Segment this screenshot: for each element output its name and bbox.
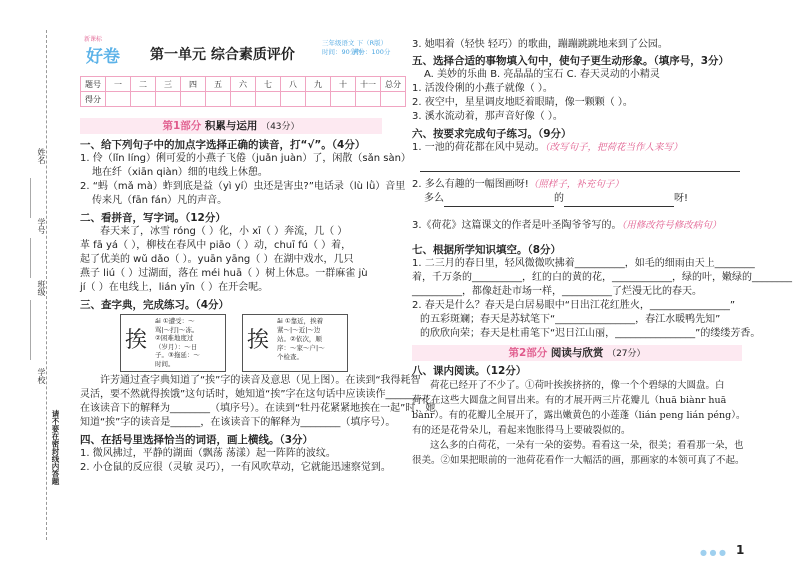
school-label: 学校 (37, 368, 46, 384)
score-row-numbers: 题号 一 二 三 四 五 六 七 八 九 十 十一 总分 (81, 77, 406, 92)
q7-line2: 着，千万条的__________，红的白的黄的花，____________，绿的叶，嫩绿的________ (412, 272, 792, 283)
q6-line2: 2. 多么有趣的一幅图画呀!（照样子，补充句子） (412, 179, 624, 190)
q6-line3: 多么 的 呀! (412, 192, 752, 207)
dict-char-2: 挨 (247, 328, 270, 353)
seal-note: 请不要在密封线内答题 (51, 410, 60, 485)
q2-line1: 春天来了，冰雪 róng（ ）化，小 xī（ ）奔流，几（ ） (100, 226, 348, 237)
part1-banner: 第1部分 积累与运用 （43分） (80, 118, 382, 134)
q7-line5: 的五彩斑斓；春天是苏轼笔下“________________，春江水暖鸭先知” (420, 314, 721, 325)
q1-line1: 1. 伶（lǐn líng）俐可爱的小燕子飞倦（juǎn juàn）了，闲散（sǎn sàn） (80, 153, 411, 164)
dict-box-ai1: 挨 āi ①靠近，挨着 紧～|～近|～边 站。②依次，顺 序：～家～户|～ 个检查。 (242, 314, 348, 372)
q5-line2: 2. 夜空中，星星调皮地眨着眼睛，像一颗颗（ ）。 (412, 97, 633, 108)
passage-line3: bànr）。有的花瓣儿全展开了，露出嫩黄色的小莲蓬（lián peng lián péng）。 (412, 410, 746, 421)
q2-heading: 二、看拼音，写字词。（12分） (80, 212, 226, 224)
q3-line4: 知道“挨”字的读音是______，在该读音下的解释为________（填序号）。 (80, 417, 396, 428)
logo-text: 好卷 (86, 47, 120, 67)
q3-line1: 许芳通过查字典知道了“挨”字的读音及意思（见上图）。在读到“我得耗智 (100, 375, 421, 386)
q6-heading: 六、按要求完成句子练习。（9分） (412, 128, 572, 140)
class-label: 班级 (37, 280, 46, 296)
passage-line2: 荷花在这些大圆盘之间冒出来。有的才展开两三片花瓣儿（huā biànr huā (412, 395, 727, 406)
q7-line3: __________，都像赶赴市场一样，__________了烂漫无比的春天。 (412, 286, 702, 297)
left-column (80, 138, 436, 475)
q7-line6: 的欣欣向荣；春天是杜甫笔下“迟日江山丽，________________”的缕缕芳香。 (420, 328, 761, 339)
passage-line5: 这么多的白荷花，一朵有一朵的姿势。看看这一朵，很美；看看那一朵，也 (430, 440, 744, 451)
name-label: 姓名 (37, 148, 46, 164)
q2-line4: 燕子 liú（ ）过湖面，落在 méi huā（ ）树上休息。一群麻雀 jù (80, 268, 368, 279)
q6-answer1[interactable] (420, 157, 740, 172)
passage-line6: 很美。②如果把眼前的一池荷花看作一大幅活的画，那画家的本领可真了不起。 (412, 455, 745, 466)
part2-banner: 第2部分 阅读与欣赏 （27分） (412, 345, 742, 361)
q5-line1: 1. 活泼伶俐的小燕子就像（ ）。 (412, 83, 553, 94)
q3-line3: 在该读音下的解释为________（填序号）。在读到“牡丹花紧紧地挨在一起”时，她 (80, 403, 436, 414)
q5-options: A. 美妙的乐曲 B. 亮晶晶的宝石 C. 春天灵动的小精灵 (424, 69, 660, 80)
reading-passage (412, 378, 752, 468)
full-score: 满分：100分 (352, 48, 391, 56)
dict-char-1: 挨 (125, 328, 148, 353)
q2-line5: jí（ ）在电线上，lián yīn（ ）在开会呢。 (80, 282, 269, 293)
dictionary-boxes (80, 312, 385, 374)
q2-line2: 革 fā yá（ ），柳枝在春风中 piāo（ ）动，chuī fú（ ）着， (80, 240, 352, 251)
page-dots: ● ● ● (700, 548, 727, 557)
binding-strip (0, 0, 60, 569)
q4-line2: 2. 小仓鼠的反应很（灵敏 灵巧），一有风吹草动，它就能迅速察觉到。 (80, 462, 391, 473)
q4-line3: 3. 她唱着（轻快 轻巧）的歌曲，蹦蹦跳跳地来到了公园。 (412, 39, 668, 50)
q7-line4: 2. 春天是什么？春天是白居易眼中“日出江花红胜火，________________” (412, 300, 736, 311)
q3-line2: 灵活，要不然就得挨饿”这句话时，她知道“挨”字在这句话中应读读作________， (80, 389, 436, 400)
q1-heading: 一、给下列句子中的加点字选择正确的读音，打“√”。（4分） (80, 139, 366, 151)
grade-info: 三年级语文 下（R版） (322, 39, 388, 47)
q4-heading: 四、在括号里选择恰当的词语，画上横线。（3分） (80, 434, 314, 446)
passage-line1: 荷花已经开了不少了。①荷叶挨挨挤挤的，像一个个碧绿的大圆盘。白 (430, 380, 725, 391)
page-title: 第一单元 综合素质评价 (150, 47, 295, 63)
q6-line4: 3.《荷花》这篇课文的作者是叶圣陶爷爷写的。（用修改符号修改病句） (412, 220, 722, 231)
q3-heading: 三、查字典，完成练习。（4分） (80, 299, 230, 311)
right-column (412, 38, 792, 468)
q1-line2: 地在纤（xiān qiàn）细的电线上休憩。 (92, 167, 268, 178)
score-row-values: 得分 (81, 92, 406, 107)
time-info: 时间：90分钟 (322, 48, 363, 56)
q4-line1: 1. 微风拂过，平静的湖面（飘荡 荡漾）起一阵阵的波纹。 (80, 448, 336, 459)
q7-heading: 七、根据所学知识填空。（8分） (412, 244, 562, 256)
q5-line3: 3. 溪水流动着，那声音好像（ ）。 (412, 111, 563, 122)
q1-line3: 2. “蚂（mǎ mà）蚱到底是益（yì yí）虫还是害虫?”电话录（lù lǜ）音里 (80, 181, 406, 192)
brand-tag: 新课标 (84, 36, 103, 43)
logo (80, 34, 134, 70)
seal-line (46, 30, 47, 540)
q7-line1: 1. 二三月的春日里，轻风微微吹拂着__________，如毛的细雨由天上________ (412, 258, 755, 269)
page-number: 1 (736, 543, 745, 557)
q6-line1: 1. 一池的荷花都在风中晃动。（改写句子，把荷花当作人来写） (412, 142, 683, 153)
school-id-label: 学号 (37, 218, 46, 234)
q2-line3: 起了优美的 wǔ dǎo（ ）。yuān yāng（ ）在湖中戏水，几只 (80, 254, 354, 265)
score-table (80, 76, 406, 107)
q1-line4: 传来凡（fān fán）凡的声音。 (92, 195, 228, 206)
q5-heading: 五、选择合适的事物填入句中，使句子更生动形象。（填序号，3分） (412, 55, 730, 67)
dict-box-ai2: 挨 ái ①遭受：～ 骂|～打|～冻。 ②困难地度过 （岁月）：～日 子。③拖延：～ 时间。 (120, 314, 226, 372)
passage-line4: 有的还是花骨朵儿，看起来饱胀得马上要破裂似的。 (412, 425, 631, 436)
q8-heading: 八、课内阅读。（12分） (412, 365, 527, 377)
